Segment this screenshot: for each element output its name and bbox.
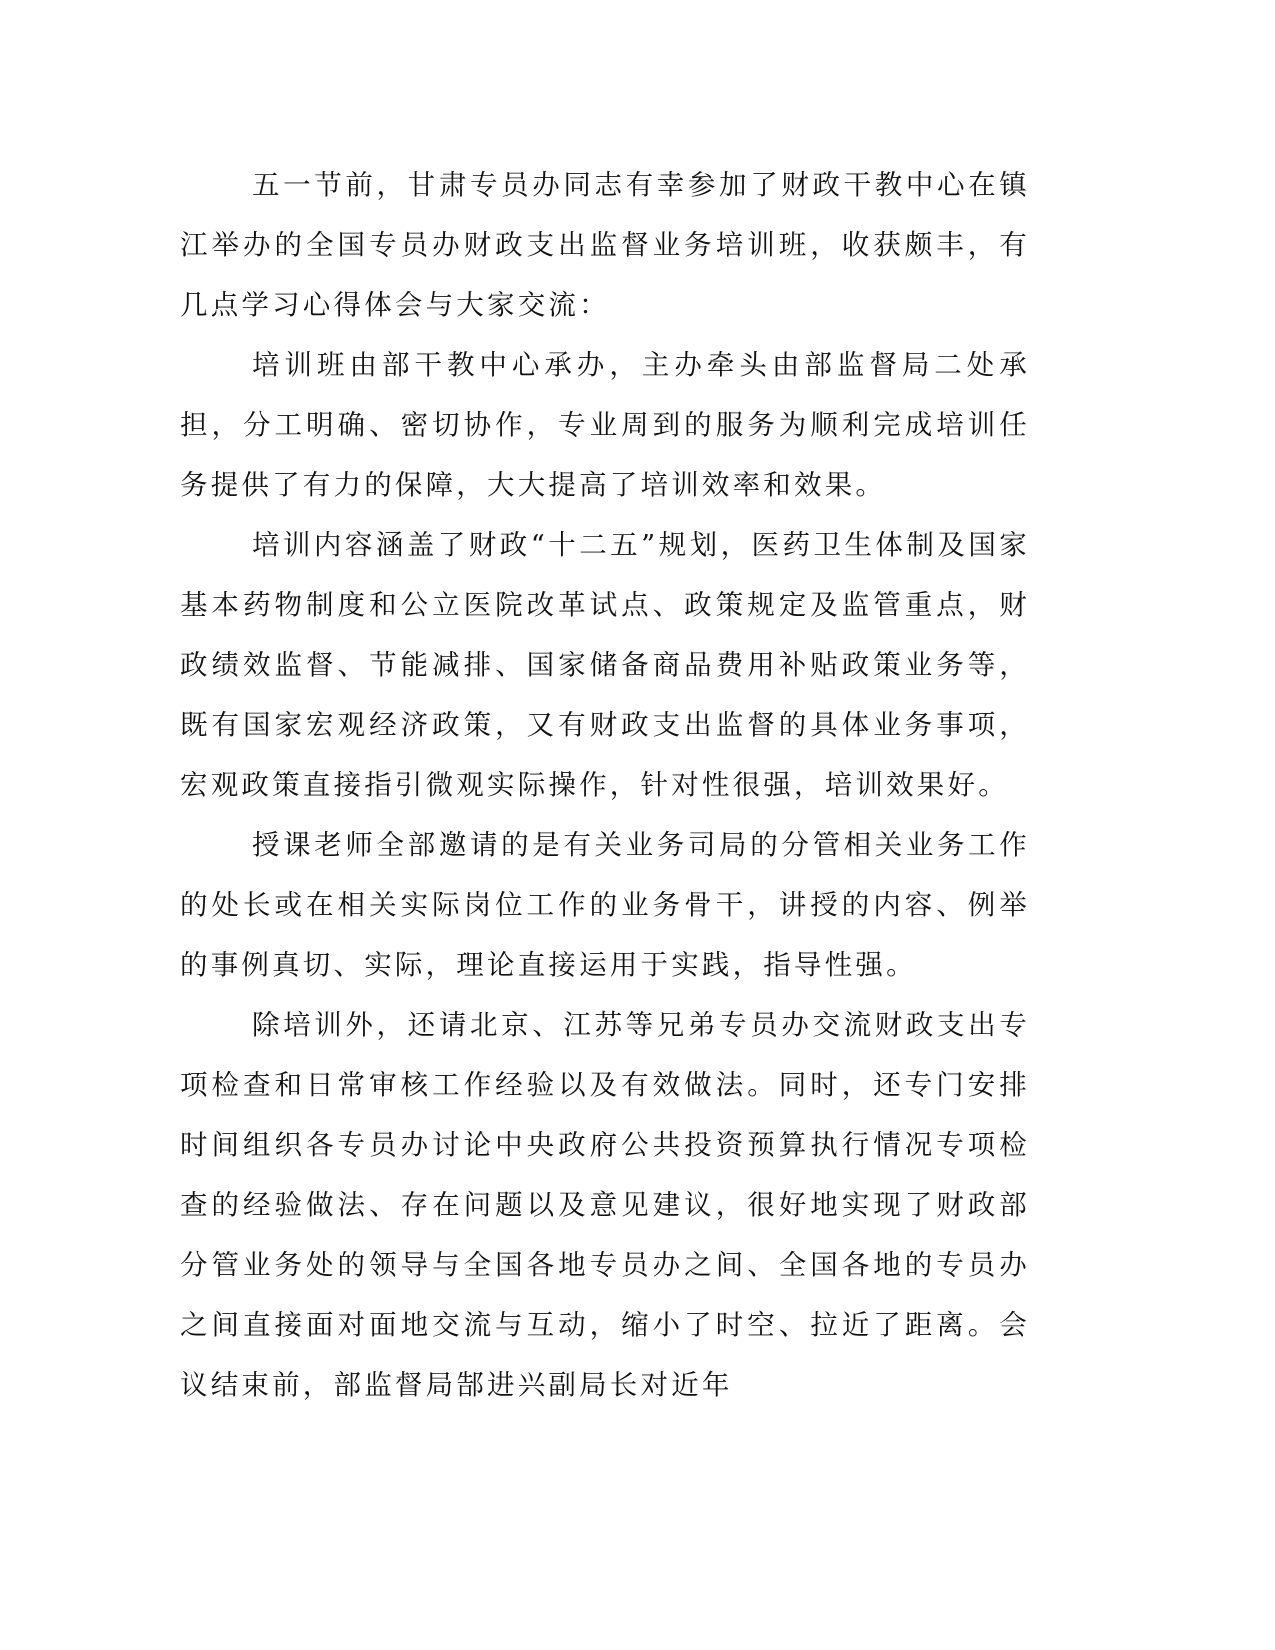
paragraph-3: 培训内容涵盖了财政“十二五”规划，医药卫生体制及国家基本药物制度和公立医院改革试点、政策规定及监管重点，财政绩效监督、节能减排、国家储备商品费用补贴政策业务等，既有国家宏观经济政策，又有财政支出监督的具体业务事项，宏观政策直接指引微观实际操作，针对性很强，培训效果好。 [180, 529, 1030, 801]
paragraph-1: 五一节前，甘肃专员办同志有幸参加了财政干教中心在镇江举办的全国专员办财政支出监督业务培训班，收获颇丰，有几点学习心得体会与大家交流： [180, 169, 1030, 321]
paragraph-4: 授课老师全部邀请的是有关业务司局的分管相关业务工作的处长或在相关实际岗位工作的业务骨干，讲授的内容、例举的事例真切、实际，理论直接运用于实践，指导性强。 [180, 829, 1030, 981]
document-body [180, 155, 1030, 1415]
paragraph-5: 除培训外，还请北京、江苏等兄弟专员办交流财政支出专项检查和日常审核工作经验以及有效做法。同时，还专门安排时间组织各专员办讨论中央政府公共投资预算执行情况专项检查的经验做法、存在问题以及意见建议，很好地实现了财政部分管业务处的领导与全国各地专员办之间、全国各地的专员办之间直接面对面地交流与互动，缩小了时空、拉近了距离。会议结束前，部监督局郜进兴副局长对近年 [180, 1009, 1030, 1401]
paragraph-2: 培训班由部干教中心承办，主办牵头由部监督局二处承担，分工明确、密切协作，专业周到的服务为顺利完成培训任务提供了有力的保障，大大提高了培训效率和效果。 [180, 349, 1030, 501]
